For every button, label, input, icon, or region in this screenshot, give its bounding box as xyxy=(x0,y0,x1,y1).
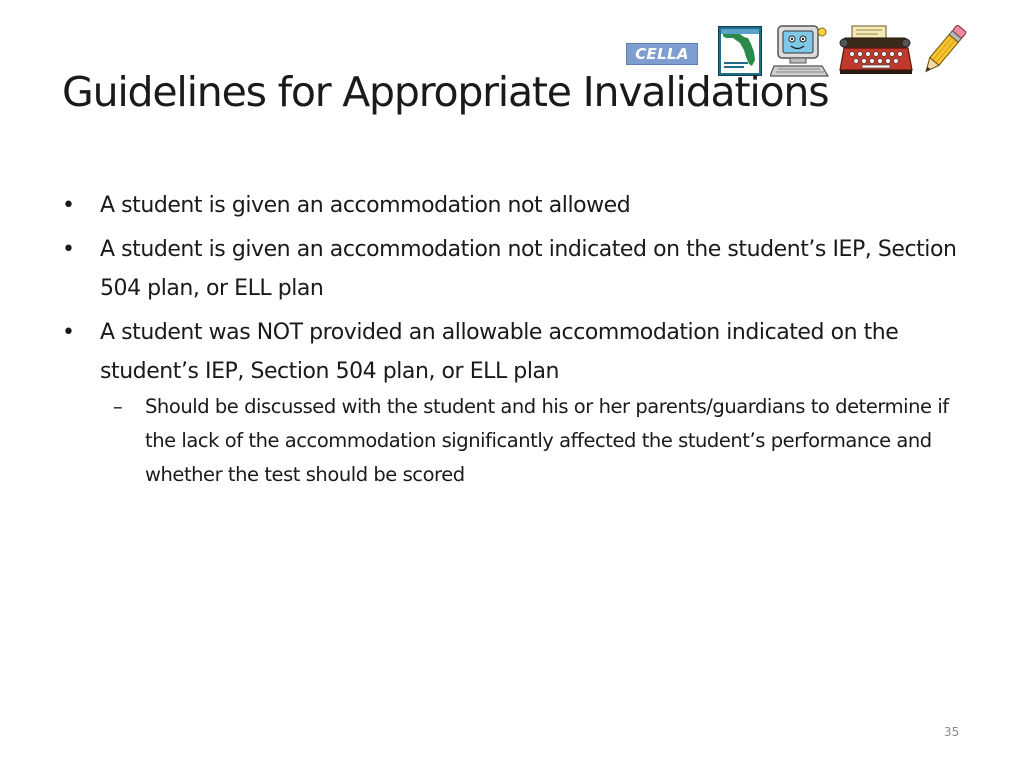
page-number: 35 xyxy=(944,725,960,739)
bullet-text: A student is given an accommodation not indicated on the student’s IEP, Section 504 plan, or ELL plan xyxy=(100,237,957,301)
typewriter-icon xyxy=(838,24,914,76)
sub-bullet-text: Should be discussed with the student and his or her parents/guardians to determine if the lack of the accommodation significantly affected the student’s performance and whether the test should be scored xyxy=(145,395,949,486)
bullet-item xyxy=(62,230,982,308)
bullet-list xyxy=(62,186,982,492)
bullet-text: A student was NOT provided an allowable accommodation indicated on the student’s IEP, Section 504 plan, or ELL plan xyxy=(100,320,899,384)
bullet-item xyxy=(62,186,982,225)
bullet-marker: • xyxy=(62,320,75,345)
cella-logo: CELLA xyxy=(626,43,698,65)
bullet-marker: • xyxy=(62,237,75,262)
sub-bullet-item xyxy=(62,390,982,492)
bullet-item xyxy=(62,313,982,391)
pencil-icon xyxy=(918,22,970,78)
bullet-text: A student is given an accommodation not allowed xyxy=(100,193,631,218)
slide-title: Guidelines for Appropriate Invalidations xyxy=(62,68,829,116)
sub-bullet-marker: – xyxy=(113,395,123,418)
bullet-marker: • xyxy=(62,193,75,218)
